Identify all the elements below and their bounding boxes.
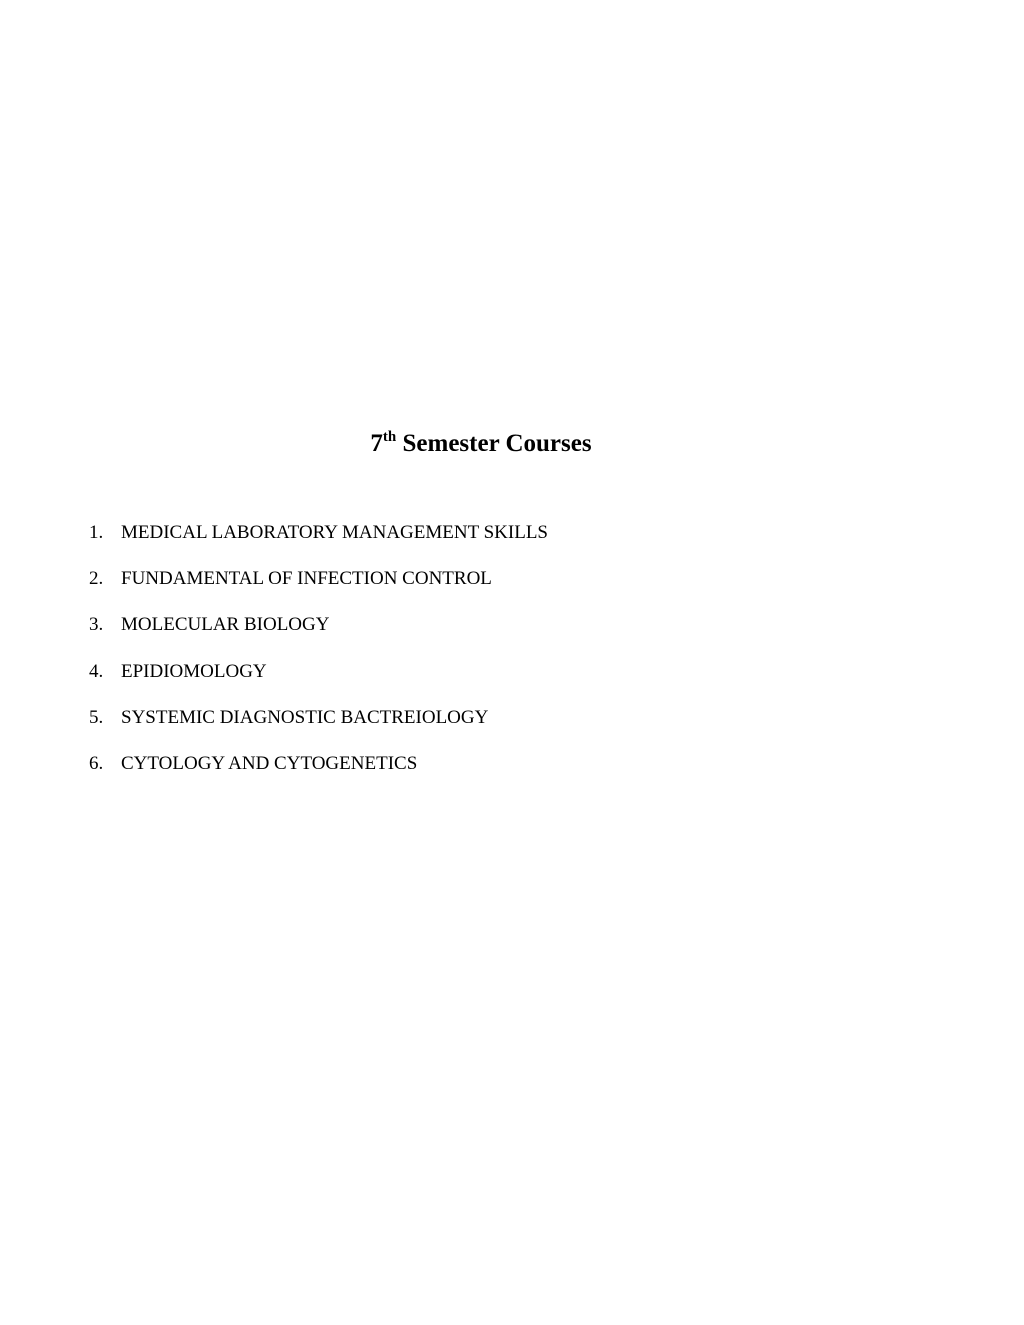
- list-item-number: 5.: [89, 706, 104, 728]
- list-item-number: 2.: [89, 568, 104, 590]
- list-item-number: 6.: [89, 752, 104, 774]
- list-item-label: EPIDIOMOLOGY: [121, 660, 267, 682]
- title-number: 7: [370, 430, 383, 457]
- list-item-label: MOLECULAR BIOLOGY: [121, 614, 330, 636]
- list-item-number: 4.: [89, 660, 104, 682]
- list-item-label: CYTOLOGY AND CYTOGENETICS: [121, 752, 418, 774]
- list-item-label: FUNDAMENTAL OF INFECTION CONTROL: [121, 568, 492, 590]
- list-item-label: MEDICAL LABORATORY MANAGEMENT SKILLS: [121, 522, 548, 543]
- page-title: [0, 424, 962, 464]
- title-superscript: th: [382, 429, 397, 445]
- list-item-label: SYSTEMIC DIAGNOSTIC BACTREIOLOGY: [121, 706, 489, 728]
- list-item-number: 3.: [89, 614, 104, 636]
- title-text: Semester Courses: [402, 430, 592, 457]
- list-item-number: 1.: [89, 522, 104, 543]
